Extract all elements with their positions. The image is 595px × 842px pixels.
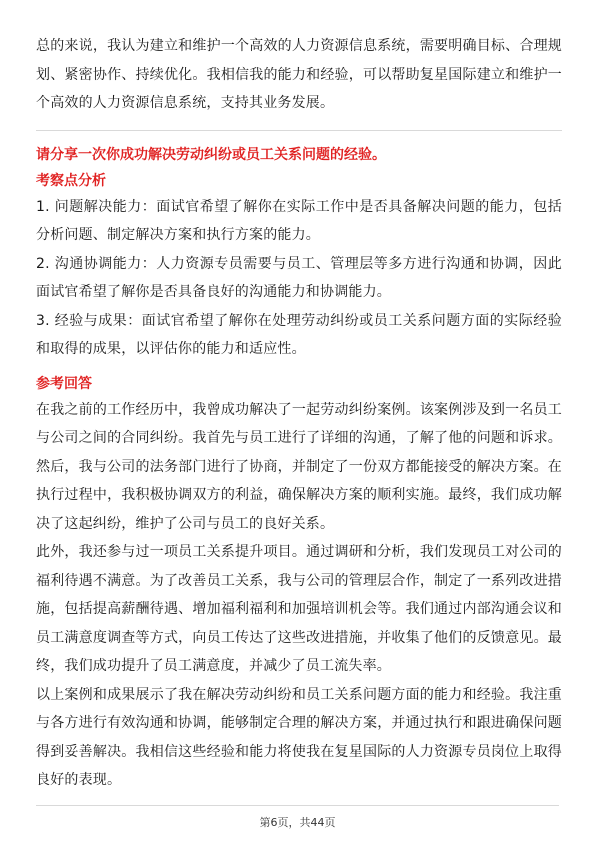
footer-divider — [36, 805, 559, 806]
page-number: 第6页，共44页 — [259, 816, 336, 829]
question-heading: 请分享一次你成功解决劳动纠纷或员工关系问题的经验。 — [36, 146, 386, 163]
analysis-title: 考察点分析 — [36, 172, 106, 189]
section-divider — [36, 130, 562, 131]
analysis-point-1: 1. 问题解决能力：面试官希望了解你在实际工作中是否具备解决问题的能力，包括分析问题、制定解决方案和执行方案的能力。 — [36, 198, 562, 243]
analysis-point-2: 2. 沟通协调能力：人力资源专员需要与员工、管理层等多方进行沟通和协调，因此面试官希望了解你是否具备良好的沟通能力和协调能力。 — [36, 255, 562, 300]
answer-paragraph-1: 在我之前的工作经历中，我曾成功解决了一起劳动纠纷案例。该案例涉及到一名员工与公司之间的合同纠纷。我首先与员工进行了详细的沟通，了解了他的问题和诉求。然后，我与公司的法务部门进行了协商，并制定了一份双方都能接受的解决方案。在执行过程中，我积极协调双方的利益，确保解决方案的顺利实施。最终，我们成功解决了这起纠纷，维护了公司与员工的良好关系。 — [36, 401, 562, 532]
page-content — [36, 32, 562, 795]
answer-paragraph-3: 以上案例和成果展示了我在解决劳动纠纷和员工关系问题方面的能力和经验。我注重与各方进行有效沟通和协调，能够制定合理的解决方案，并通过执行和跟进确保问题得到妥善解决。我相信这些经验和能力将使我在复星国际的人力资源专员岗位上取得良好的表现。 — [36, 686, 562, 788]
answer-paragraph-2: 此外，我还参与过一项员工关系提升项目。通过调研和分析，我们发现员工对公司的福利待遇不满意。为了改善员工关系，我与公司的管理层合作，制定了一系列改进措施，包括提高薪酬待遇、增加福利福利和加强培训机会等。我们通过内部沟通会议和员工满意度调查等方式，向员工传达了这些改进措施，并收集了他们的反馈意见。最终，我们成功提升了员工满意度，并减少了员工流失率。 — [36, 544, 562, 674]
analysis-point-3: 3. 经验与成果：面试官希望了解你在处理劳动纠纷或员工关系问题方面的实际经验和取得的成果，以评估你的能力和适应性。 — [36, 312, 562, 357]
answer-title: 参考回答 — [36, 375, 92, 392]
intro-paragraph: 总的来说，我认为建立和维护一个高效的人力资源信息系统，需要明确目标、合理规划、紧密协作、持续优化。我相信我的能力和经验，可以帮助复星国际建立和维护一个高效的人力资源信息系统，支持其业务发展。 — [36, 38, 562, 111]
